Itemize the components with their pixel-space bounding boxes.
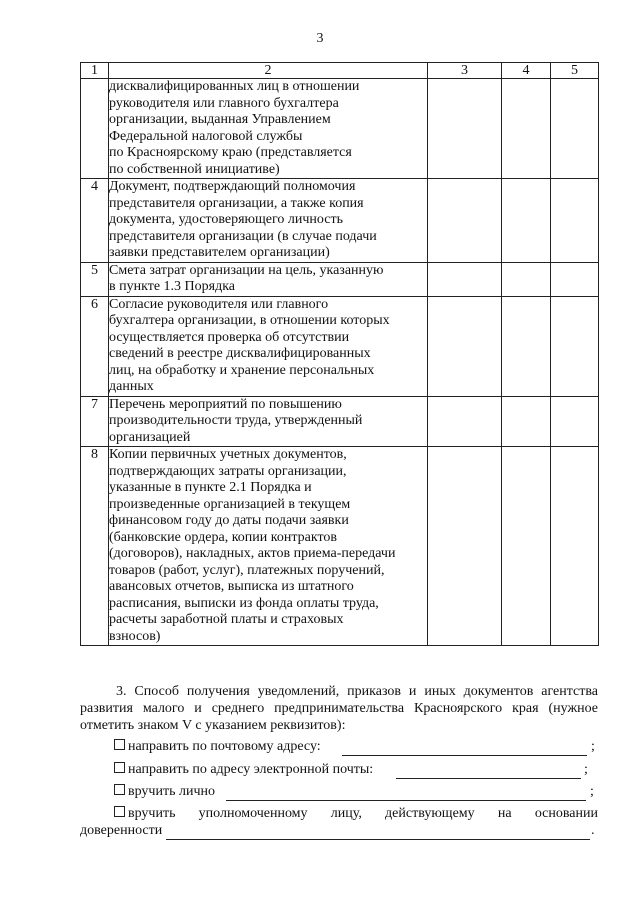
table-row (81, 179, 599, 263)
description-line: Документ, подтверждающий полномочия (109, 179, 356, 194)
col-5-cell[interactable] (551, 262, 599, 296)
description-line: по собственной инициативе) (109, 161, 280, 177)
description-line: расчеты заработной платы и страховых (109, 612, 344, 627)
document-description (109, 396, 428, 447)
table-row (81, 447, 599, 646)
document-description (109, 262, 428, 296)
row-number: 8 (81, 447, 109, 646)
option-personal[interactable] (114, 784, 215, 800)
col-5-cell[interactable] (551, 296, 599, 396)
description-line: документа, удостоверяющего личность (109, 212, 343, 227)
table-header-row (81, 63, 599, 79)
table-row (81, 296, 599, 396)
description-line: подтверждающих затраты организации, (109, 463, 347, 479)
description-line: Согласие руководителя или главного (109, 296, 329, 312)
description-line: авансовых отчетов, выписка из штатного (109, 579, 354, 594)
description-line: произведенные организацией в текущем (109, 496, 351, 512)
option-proxy-label: вручить уполномоченному лицу, действующему на основании (128, 806, 598, 821)
semicolon: ; (590, 784, 594, 799)
option-email-label: направить по адресу электронной почты: (128, 762, 374, 777)
personal-field[interactable] (226, 800, 586, 801)
table-row (81, 79, 599, 179)
option-mail[interactable] (114, 739, 321, 755)
option-proxy[interactable] (114, 806, 598, 822)
semicolon: ; (584, 762, 588, 777)
col-5-cell[interactable] (551, 79, 599, 179)
description-line: Копии первичных учетных документов, (109, 447, 347, 462)
document-description (109, 79, 428, 179)
proxy-field[interactable] (166, 839, 590, 840)
description-line: (банковские ордера, копии контрактов (109, 529, 338, 545)
document-description (109, 447, 428, 646)
description-line: организации, выданная Управлением (109, 112, 331, 127)
col-5-cell[interactable] (551, 396, 599, 447)
col-3-cell[interactable] (428, 79, 502, 179)
description-line: производительности труда, утвержденный (109, 413, 363, 428)
col-4-cell[interactable] (502, 179, 551, 263)
row-number: 6 (81, 296, 109, 396)
checkbox-icon[interactable] (114, 739, 125, 750)
description-line: Смета затрат организации на цель, указанную (109, 262, 384, 278)
header-col-1: 1 (81, 63, 109, 79)
row-number: 5 (81, 262, 109, 296)
description-line: указанные в пункте 2.1 Порядка и (109, 480, 312, 495)
header-col-5: 5 (551, 63, 599, 79)
description-line: бухгалтера организации, в отношении которых (109, 313, 390, 328)
description-line: в пункте 1.3 Порядка (109, 279, 236, 294)
option-personal-label: вручить лично (128, 784, 215, 799)
description-line: (договоров), накладных, актов приема-передачи (109, 546, 396, 561)
header-col-3: 3 (428, 63, 502, 79)
email-address-field[interactable] (396, 778, 581, 779)
description-line: руководителя или главного бухгалтера (109, 95, 339, 111)
semicolon: ; (591, 739, 595, 754)
page-number: 3 (316, 31, 324, 46)
description-line: финансовом году до даты подачи заявки (109, 513, 349, 528)
row-number (81, 79, 109, 179)
description-line: взносов) (109, 628, 161, 644)
row-number: 7 (81, 396, 109, 447)
description-line: заявки представителем организации) (109, 245, 330, 260)
row-number: 4 (81, 179, 109, 263)
col-5-cell[interactable] (551, 179, 599, 263)
col-3-cell[interactable] (428, 179, 502, 263)
col-3-cell[interactable] (428, 396, 502, 447)
description-line: расписания, выписки из фонда оплаты труда, (109, 595, 379, 611)
description-line: товаров (работ, услуг), платежных поручений, (109, 562, 385, 578)
description-line: представителя организации (в случае подачи (109, 228, 377, 244)
option-email[interactable] (114, 762, 373, 778)
description-line: по Красноярскому краю (представляется (109, 145, 352, 160)
col-4-cell[interactable] (502, 262, 551, 296)
description-line: данных (109, 379, 154, 394)
description-line: Федеральной налоговой службы (109, 128, 303, 144)
description-line: лиц, на обработку и хранение персональных (109, 362, 375, 378)
period: . (591, 823, 595, 838)
document-description (109, 179, 428, 263)
col-3-cell[interactable] (428, 447, 502, 646)
table-row (81, 262, 599, 296)
section-3-intro: 3. Способ получения уведомлений, приказов и иных документов агентства развития малого и среднего предпринимательства Красноярского края (нужное отметить знаком V с указанием реквизитов): (80, 684, 598, 733)
proxy-continuation: доверенности (80, 823, 163, 838)
description-line: дисквалифицированных лиц в отношении (109, 79, 360, 94)
description-line: организацией (109, 429, 191, 445)
option-mail-label: направить по почтовому адресу: (128, 739, 321, 754)
col-4-cell[interactable] (502, 396, 551, 447)
header-col-2: 2 (109, 63, 428, 79)
documents-table (80, 62, 599, 646)
header-col-4: 4 (502, 63, 551, 79)
col-4-cell[interactable] (502, 447, 551, 646)
description-line: представителя организации, а также копия (109, 195, 364, 211)
col-5-cell[interactable] (551, 447, 599, 646)
col-3-cell[interactable] (428, 296, 502, 396)
table-row (81, 396, 599, 447)
checkbox-icon[interactable] (114, 784, 125, 795)
document-description (109, 296, 428, 396)
description-line: осуществляется проверка об отсутствии (109, 329, 350, 345)
col-4-cell[interactable] (502, 79, 551, 179)
description-line: сведений в реестре дисквалифицированных (109, 346, 371, 361)
checkbox-icon[interactable] (114, 762, 125, 773)
mail-address-field[interactable] (342, 755, 587, 756)
checkbox-icon[interactable] (114, 806, 125, 817)
description-line: Перечень мероприятий по повышению (109, 396, 342, 412)
col-4-cell[interactable] (502, 296, 551, 396)
col-3-cell[interactable] (428, 262, 502, 296)
